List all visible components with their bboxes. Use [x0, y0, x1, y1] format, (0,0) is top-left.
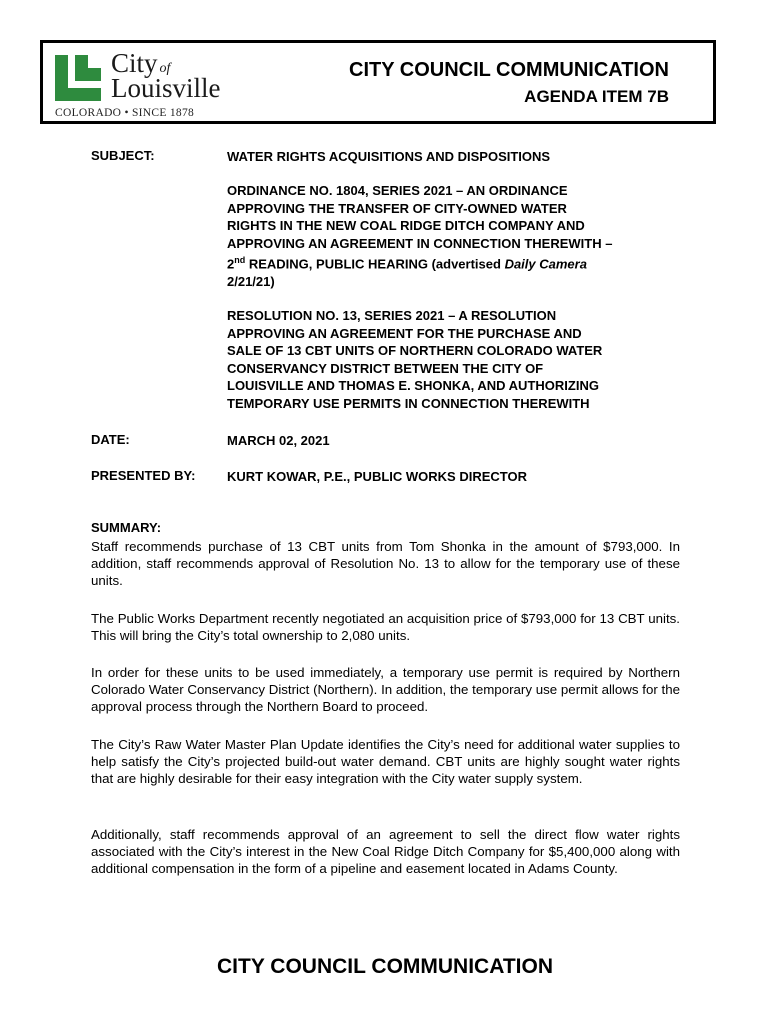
resolution-line: RESOLUTION NO. 13, SERIES 2021 – A RESOLUTION [227, 308, 557, 323]
ordinance-reading-number: 2 [227, 256, 235, 272]
ordinance-newspaper: Daily Camera [504, 256, 587, 272]
ordinance-line: APPROVING AN AGREEMENT IN CONNECTION THEREWITH – [227, 235, 613, 251]
summary-paragraph: Staff recommends purchase of 13 CBT units from Tom Shonka in the amount of $793,000. In addition, staff recommends approval of Resolution No. 13 to allow for the temporary use of these units. [91, 539, 680, 588]
presented-by-value: KURT KOWAR, P.E., PUBLIC WORKS DIRECTOR [227, 469, 527, 484]
resolution-line: LOUISVILLE AND THOMAS E. SHONKA, AND AUTHORIZING [227, 378, 599, 393]
resolution-block [227, 307, 657, 412]
summary-paragraph: The City’s Raw Water Master Plan Update identifies the City’s need for additional water supplies to help satisfy the City’s projected build-out water demand. CBT units are highly sought water rights that are highly desirable for their easy integration with the City water supply system. [91, 737, 680, 786]
subject-value [227, 148, 657, 166]
summary-paragraph: The Public Works Department recently negotiated an acquisition price of $793,000 for 13 CBT units. This will bring the City’s total ownership to 2,080 units. [91, 611, 680, 643]
ordinance-reading-suffix: nd [234, 255, 246, 265]
resolution-line: CONSERVANCY DISTRICT BETWEEN THE CITY OF [227, 360, 544, 376]
logo-word-louisville: Louisville [111, 73, 221, 103]
city-logo [53, 49, 253, 121]
summary-paragraph: Additionally, staff recommends approval of an agreement to sell the direct flow water rights associated with the City’s interest in the New Coal Ridge Ditch Company for $5,400,000 along with additional compensation in the form of a pipeline and easement located in Adams County. [91, 827, 680, 876]
ordinance-block [227, 182, 657, 290]
footer-title: CITY COUNCIL COMMUNICATION [217, 955, 553, 978]
agenda-item: AGENDA ITEM 7B [524, 87, 669, 106]
summary-paragraph: In order for these units to be used immediately, a temporary use permit is required by Northern Colorado Water Conservancy District (Northern). In addition, the temporary use permit allows for the approval process through the Northern Board to proceed. [91, 665, 680, 714]
header-title: CITY COUNCIL COMMUNICATION [349, 59, 669, 81]
summary-title: SUMMARY: [91, 520, 162, 535]
resolution-line: TEMPORARY USE PERMITS IN CONNECTION THEREWITH [227, 395, 590, 411]
ordinance-line: ORDINANCE NO. 1804, SERIES 2021 – AN ORDINANCE [227, 183, 568, 198]
ordinance-line: APPROVING THE TRANSFER OF CITY-OWNED WATER [227, 200, 567, 216]
date-label: DATE: [91, 432, 130, 447]
ordinance-line [227, 252, 657, 273]
subject-label: SUBJECT: [91, 148, 155, 163]
subject-line: WATER RIGHTS ACQUISITIONS AND DISPOSITIONS [227, 149, 551, 164]
ordinance-line: RIGHTS IN THE NEW COAL RIDGE DITCH COMPANY AND [227, 218, 585, 233]
logo-word-of: of [159, 61, 171, 76]
resolution-line: SALE OF 13 CBT UNITS OF NORTHERN COLORADO WATER [227, 343, 603, 358]
logo-tagline: COLORADO • SINCE 1878 [55, 107, 195, 119]
logo-word-city: City of [111, 48, 171, 78]
header-box [40, 40, 716, 124]
presented-by-label: PRESENTED BY: [91, 468, 196, 483]
city-logo-mark-icon [55, 55, 101, 101]
date-value: MARCH 02, 2021 [227, 433, 330, 448]
ordinance-reading-text: READING, PUBLIC HEARING (advertised [245, 256, 505, 272]
ordinance-line: 2/21/21) [227, 273, 275, 289]
resolution-line: APPROVING AN AGREEMENT FOR THE PURCHASE AND [227, 325, 582, 341]
